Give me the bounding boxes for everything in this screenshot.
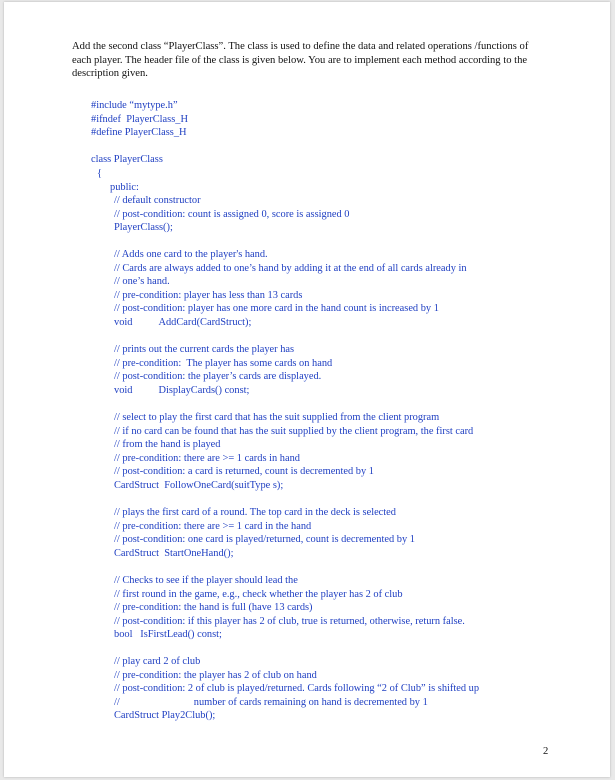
code-comment: // from the hand is played xyxy=(114,439,221,450)
code-comment: // if no card can be found that has the suit supplied by the client program, the first card xyxy=(114,426,474,437)
public-label: public: xyxy=(110,182,139,193)
open-brace: { xyxy=(97,168,102,179)
include-line: #include “mytype.h” xyxy=(91,100,178,111)
code-comment: // pre-condition: player has less than 13 cards xyxy=(114,290,303,301)
add-card-signature xyxy=(114,316,251,330)
code-comment-continuation xyxy=(114,696,428,710)
code-comment: // pre-condition: the hand is full (have 13 cards) xyxy=(114,602,313,613)
define-line: #define PlayerClass_H xyxy=(91,127,187,138)
return-type: void xyxy=(114,317,133,328)
code-comment: // play card 2 of club xyxy=(114,656,201,667)
code-comment: // post-condition: if this player has 2 of club, true is returned, otherwise, return false. xyxy=(114,616,465,627)
code-comment: // select to play the first card that has the suit supplied from the client program xyxy=(114,412,440,423)
code-comment: // pre-condition: The player has some cards on hand xyxy=(114,358,333,369)
code-comment: // post-condition: the player’s cards are displayed. xyxy=(114,371,322,382)
display-cards-signature xyxy=(114,384,249,398)
intro-paragraph: Add the second class “PlayerClass”. The class is used to define the data and related operations /functions of each player. The header file of the class is given below. You are to implement each method according to the description given. xyxy=(72,41,529,80)
class-declaration: class PlayerClass xyxy=(91,154,163,165)
method-signature: DisplayCards() const; xyxy=(158,385,250,396)
method-signature: AddCard(CardStruct); xyxy=(158,317,252,328)
document-page xyxy=(4,2,610,777)
code-comment: // one’s hand. xyxy=(114,276,170,287)
code-comment: // post-condition: count is assigned 0, score is assigned 0 xyxy=(114,209,350,220)
code-comment: // post-condition: a card is returned, count is decremented by 1 xyxy=(114,466,374,477)
code-comment: // post-condition: one card is played/returned, count is decremented by 1 xyxy=(114,534,415,545)
ifndef-line: #ifndef PlayerClass_H xyxy=(91,114,188,125)
code-comment: // default constructor xyxy=(114,195,201,206)
is-first-lead-signature: bool IsFirstLead() const; xyxy=(114,629,222,640)
play-2-club-signature: CardStruct Play2Club(); xyxy=(114,710,216,721)
return-type: void xyxy=(114,385,133,396)
page-number: 2 xyxy=(543,746,549,757)
comment-text: number of cards remaining on hand is decremented by 1 xyxy=(193,697,428,708)
code-comment: // post-condition: 2 of club is played/returned. Cards following “2 of Club” is shifted up xyxy=(114,683,480,694)
code-comment: // pre-condition: there are >= 1 card in the hand xyxy=(114,521,312,532)
start-one-hand-signature: CardStruct StartOneHand(); xyxy=(114,548,234,559)
code-comment: // Checks to see if the player should lead the xyxy=(114,575,298,586)
code-comment: // plays the first card of a round. The top card in the deck is selected xyxy=(114,507,396,518)
code-comment: // first round in the game, e.g., check whether the player has 2 of club xyxy=(114,589,403,600)
code-comment: // prints out the current cards the player has xyxy=(114,344,295,355)
code-comment: // pre-condition: the player has 2 of club on hand xyxy=(114,670,317,681)
constructor-signature: PlayerClass(); xyxy=(114,222,173,233)
code-comment: // post-condition: player has one more card in the hand count is increased by 1 xyxy=(114,303,439,314)
follow-one-card-signature: CardStruct FollowOneCard(suitType s); xyxy=(114,480,284,491)
code-comment: // Adds one card to the player's hand. xyxy=(114,249,268,260)
comment-marker: // xyxy=(114,697,120,708)
code-comment: // Cards are always added to one’s hand by adding it at the end of all cards already in xyxy=(114,263,467,274)
code-comment: // pre-condition: there are >= 1 cards in hand xyxy=(114,453,300,464)
